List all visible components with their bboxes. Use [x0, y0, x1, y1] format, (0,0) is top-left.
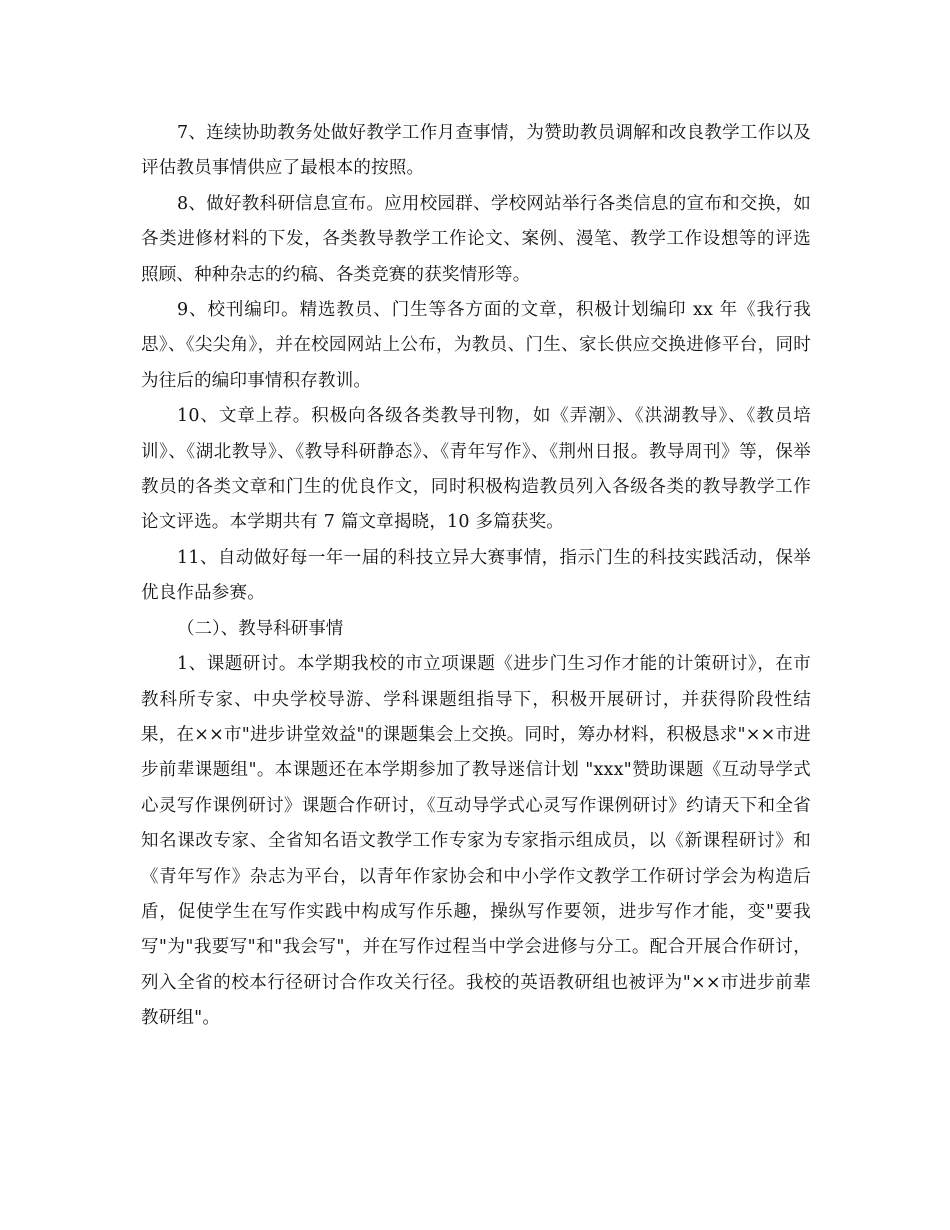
- paragraph-item-10: 10、文章上荐。积极向各级各类教导刊物，如《弄潮》、《洪湖教导》、《教员培训》、《湖北教导》、《教导科研静态》、《青年写作》、《荆州日报。教导周刊》等，保举教员的各类文章和门生的优良作文，同时积极构造教员列入各级各类的教导教学工作论文评选。本学期共有 7 篇文章揭晓，10 多篇获奖。: [141, 406, 811, 533]
- document-body: [141, 116, 811, 1037]
- paragraph-item-8: 8、做好教科研信息宣布。应用校园群、学校网站举行各类信息的宣布和交换，如各类进修材料的下发，各类教导教学工作论文、案例、漫笔、教学工作设想等的评选照顾、种种杂志的约稿、各类竞赛的获奖情形等。: [141, 193, 811, 285]
- section-heading: （二）、教导科研事情: [177, 618, 344, 639]
- paragraph-item-1: 1、课题研讨。本学期我校的市立项课题《进步门生习作才能的计策研讨》，在市教科所专家、中央学校导游、学科课题组指导下，积极开展研讨，并获得阶段性结果，在××市"进步讲堂效益"的课题集会上交换。同时，筹办材料，积极恳求"××市进步前辈课题组"。本课题还在本学期参加了教导迷信计划 "xxx"赞助课题《互动导学式心灵写作课例研讨》课题合作研讨，《互动导学式心灵写作课例研讨》约请天下和全省知名课改专家、全省知名语文教学工作专家为专家指示组成员，以《新课程研讨》和《青年写作》杂志为平台，以青年作家协会和中小学作文教学工作研讨学会为构造后盾，促使学生在写作实践中构成写作乐趣，操纵写作要领，进步写作才能，变"要我写"为"我要写"和"我会写"，并在写作过程当中学会进修与分工。配合开展合作研讨，列入全省的校本行径研讨合作攻关行径。我校的英语教研组也被评为"××市进步前辈教研组"。: [141, 654, 811, 1029]
- paragraph-item-7: 7、连续协助教务处做好教学工作月查事情，为赞助教员调解和改良教学工作以及评估教员事情供应了最根本的按照。: [141, 123, 811, 179]
- paragraph-item-11: 11、自动做好每一年一届的科技立异大赛事情，指示门生的科技实践活动，保举优良作品参赛。: [141, 547, 811, 604]
- paragraph-item-9: 9、校刊编印。精选教员、门生等各方面的文章，积极计划编印 xx 年《我行我思》、《尖尖角》，并在校园网站上公布，为教员、门生、家长供应交换进修平台，同时为往后的编印事情积存教训。: [141, 300, 811, 391]
